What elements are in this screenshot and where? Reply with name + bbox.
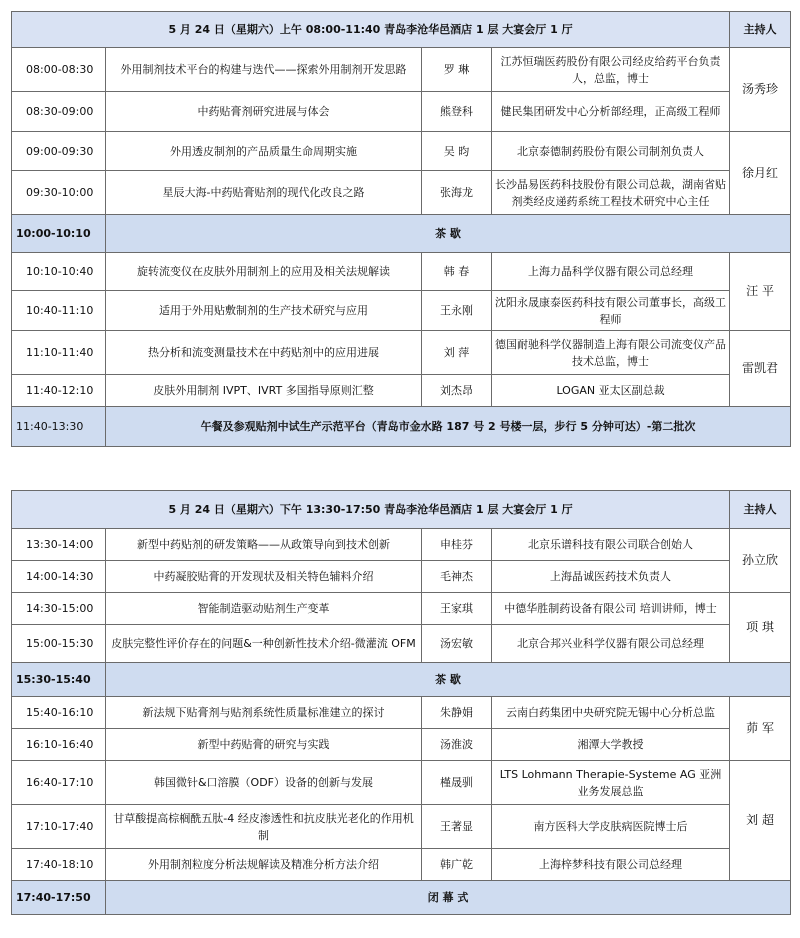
closing-row [12, 881, 791, 915]
speaker-affiliation: 云南白药集团中央研究院无锡中心分析总监 [492, 697, 730, 729]
time-slot: 09:00-09:30 [12, 132, 106, 171]
time-slot: 17:40-18:10 [12, 849, 106, 881]
session-host: 孙立欣 [730, 529, 791, 593]
speaker-affiliation: 江苏恒瑞医药股份有限公司经皮给药平台负责人，总监，博士 [492, 48, 730, 92]
time-slot: 11:40-13:30 [12, 407, 106, 447]
session-host: 雷凯君 [730, 331, 791, 407]
speaker-name: 王永刚 [422, 291, 492, 331]
session-host: 刘 超 [730, 761, 791, 881]
speaker-affiliation: 沈阳永晟康泰医药科技有限公司董事长，高级工程师 [492, 291, 730, 331]
session-host: 徐月红 [730, 132, 791, 215]
time-slot: 11:10-11:40 [12, 331, 106, 375]
morning-schedule-table [11, 11, 791, 447]
time-slot: 15:00-15:30 [12, 625, 106, 663]
time-slot: 10:00-10:10 [12, 215, 106, 253]
speaker-affiliation: 北京泰德制药股份有限公司制剂负责人 [492, 132, 730, 171]
session-title: 5 月 24 日（星期六）下午 13:30-17:50 青岛李沧华邑酒店 1 层 大宴会厅 1 厅 [12, 491, 730, 529]
talk-topic: 外用透皮制剂的产品质量生命周期实施 [106, 132, 422, 171]
agenda-row [12, 729, 791, 761]
speaker-affiliation: LTS Lohmann Therapie-Systeme AG 亚洲业务发展总监 [492, 761, 730, 805]
agenda-row [12, 593, 791, 625]
speaker-affiliation: 德国耐驰科学仪器制造上海有限公司流变仪产品技术总监，博士 [492, 331, 730, 375]
talk-topic: 适用于外用贴敷制剂的生产技术研究与应用 [106, 291, 422, 331]
session-title: 5 月 24 日（星期六）上午 08:00-11:40 青岛李沧华邑酒店 1 层 大宴会厅 1 厅 [12, 12, 730, 48]
session-host: 项 琪 [730, 593, 791, 663]
speaker-name: 刘杰昂 [422, 375, 492, 407]
speaker-affiliation: 南方医科大学皮肤病医院博士后 [492, 805, 730, 849]
time-slot: 10:40-11:10 [12, 291, 106, 331]
talk-topic: 中药凝胶贴膏的开发现状及相关特色辅料介绍 [106, 561, 422, 593]
agenda-row [12, 805, 791, 849]
time-slot: 10:10-10:40 [12, 253, 106, 291]
agenda-row [12, 375, 791, 407]
host-column-header: 主持人 [730, 491, 791, 529]
speaker-name: 王著显 [422, 805, 492, 849]
talk-topic: 新法规下贴膏剂与贴剂系统性质量标准建立的探讨 [106, 697, 422, 729]
speaker-affiliation: 健民集团研发中心分析部经理，正高级工程师 [492, 92, 730, 132]
agenda-row [12, 697, 791, 729]
talk-topic: 智能制造驱动贴剂生产变革 [106, 593, 422, 625]
speaker-name: 韩广乾 [422, 849, 492, 881]
speaker-name: 朱静娟 [422, 697, 492, 729]
tea-break-label: 茶 歇 [106, 663, 791, 697]
speaker-name: 罗 琳 [422, 48, 492, 92]
agenda-row [12, 132, 791, 171]
lunch-row [12, 407, 791, 447]
afternoon-schedule-table [11, 490, 791, 915]
speaker-name: 熊登科 [422, 92, 492, 132]
speaker-name: 申桂芬 [422, 529, 492, 561]
time-slot: 16:40-17:10 [12, 761, 106, 805]
time-slot: 17:10-17:40 [12, 805, 106, 849]
time-slot: 08:00-08:30 [12, 48, 106, 92]
speaker-name: 汤宏敏 [422, 625, 492, 663]
speaker-name: 毛神杰 [422, 561, 492, 593]
talk-topic: 热分析和流变测量技术在中药贴剂中的应用进展 [106, 331, 422, 375]
speaker-name: 吴 昀 [422, 132, 492, 171]
talk-topic: 韩国微针&口溶膜（ODF）设备的创新与发展 [106, 761, 422, 805]
speaker-name: 槿晟驯 [422, 761, 492, 805]
speaker-name: 韩 春 [422, 253, 492, 291]
speaker-affiliation: 中德华胜制药设备有限公司 培训讲师，博士 [492, 593, 730, 625]
talk-topic: 外用制剂粒度分析法规解读及精准分析方法介绍 [106, 849, 422, 881]
talk-topic: 中药贴膏剂研究进展与体会 [106, 92, 422, 132]
agenda-row [12, 171, 791, 215]
time-slot: 15:40-16:10 [12, 697, 106, 729]
speaker-name: 刘 萍 [422, 331, 492, 375]
speaker-affiliation: 上海梓梦科技有限公司总经理 [492, 849, 730, 881]
session-host: 汤秀珍 [730, 48, 791, 132]
break-row [12, 663, 791, 697]
agenda-row [12, 331, 791, 375]
talk-topic: 外用制剂技术平台的构建与迭代——探索外用制剂开发思路 [106, 48, 422, 92]
session-header-row [12, 491, 791, 529]
time-slot: 16:10-16:40 [12, 729, 106, 761]
time-slot: 14:00-14:30 [12, 561, 106, 593]
lunch-label: 午餐及参观贴剂中试生产示范平台（青岛市金水路 187 号 2 号楼一层，步行 5 分钟可达）-第二批次 [106, 407, 791, 447]
speaker-affiliation: 上海晶诚医药技术负责人 [492, 561, 730, 593]
agenda-row [12, 291, 791, 331]
talk-topic: 新型中药贴剂的研发策略——从政策导向到技术创新 [106, 529, 422, 561]
agenda-row [12, 625, 791, 663]
time-slot: 09:30-10:00 [12, 171, 106, 215]
time-slot: 08:30-09:00 [12, 92, 106, 132]
host-column-header: 主持人 [730, 12, 791, 48]
time-slot: 13:30-14:00 [12, 529, 106, 561]
talk-topic: 旋转流变仪在皮肤外用制剂上的应用及相关法规解读 [106, 253, 422, 291]
closing-ceremony-label: 闭 幕 式 [106, 881, 791, 915]
speaker-name: 张海龙 [422, 171, 492, 215]
talk-topic: 皮肤完整性评价存在的问题&一种创新性技术介绍-微灌流 OFM [106, 625, 422, 663]
talk-topic: 甘草酸提高棕榈酰五肽-4 经皮渗透性和抗皮肤光老化的作用机制 [106, 805, 422, 849]
speaker-affiliation: 北京乐谱科技有限公司联合创始人 [492, 529, 730, 561]
speaker-name: 王家琪 [422, 593, 492, 625]
time-slot: 11:40-12:10 [12, 375, 106, 407]
speaker-affiliation: 长沙晶易医药科技股份有限公司总裁，湖南省贴剂类经皮递药系统工程技术研究中心主任 [492, 171, 730, 215]
break-row [12, 215, 791, 253]
session-host: 茆 军 [730, 697, 791, 761]
talk-topic: 星辰大海-中药贴膏贴剂的现代化改良之路 [106, 171, 422, 215]
agenda-row [12, 253, 791, 291]
session-host: 汪 平 [730, 253, 791, 331]
time-slot: 17:40-17:50 [12, 881, 106, 915]
agenda-row [12, 92, 791, 132]
talk-topic: 新型中药贴膏的研究与实践 [106, 729, 422, 761]
session-header-row [12, 12, 791, 48]
speaker-affiliation: 上海力晶科学仪器有限公司总经理 [492, 253, 730, 291]
agenda-row [12, 761, 791, 805]
agenda-row [12, 529, 791, 561]
agenda-row [12, 849, 791, 881]
time-slot: 14:30-15:00 [12, 593, 106, 625]
speaker-affiliation: LOGAN 亚太区副总裁 [492, 375, 730, 407]
agenda-row [12, 48, 791, 92]
time-slot: 15:30-15:40 [12, 663, 106, 697]
speaker-affiliation: 湘潭大学教授 [492, 729, 730, 761]
tea-break-label: 茶 歇 [106, 215, 791, 253]
talk-topic: 皮肤外用制剂 IVPT、IVRT 多国指导原则汇整 [106, 375, 422, 407]
agenda-row [12, 561, 791, 593]
speaker-name: 汤淮波 [422, 729, 492, 761]
speaker-affiliation: 北京合邦兴业科学仪器有限公司总经理 [492, 625, 730, 663]
